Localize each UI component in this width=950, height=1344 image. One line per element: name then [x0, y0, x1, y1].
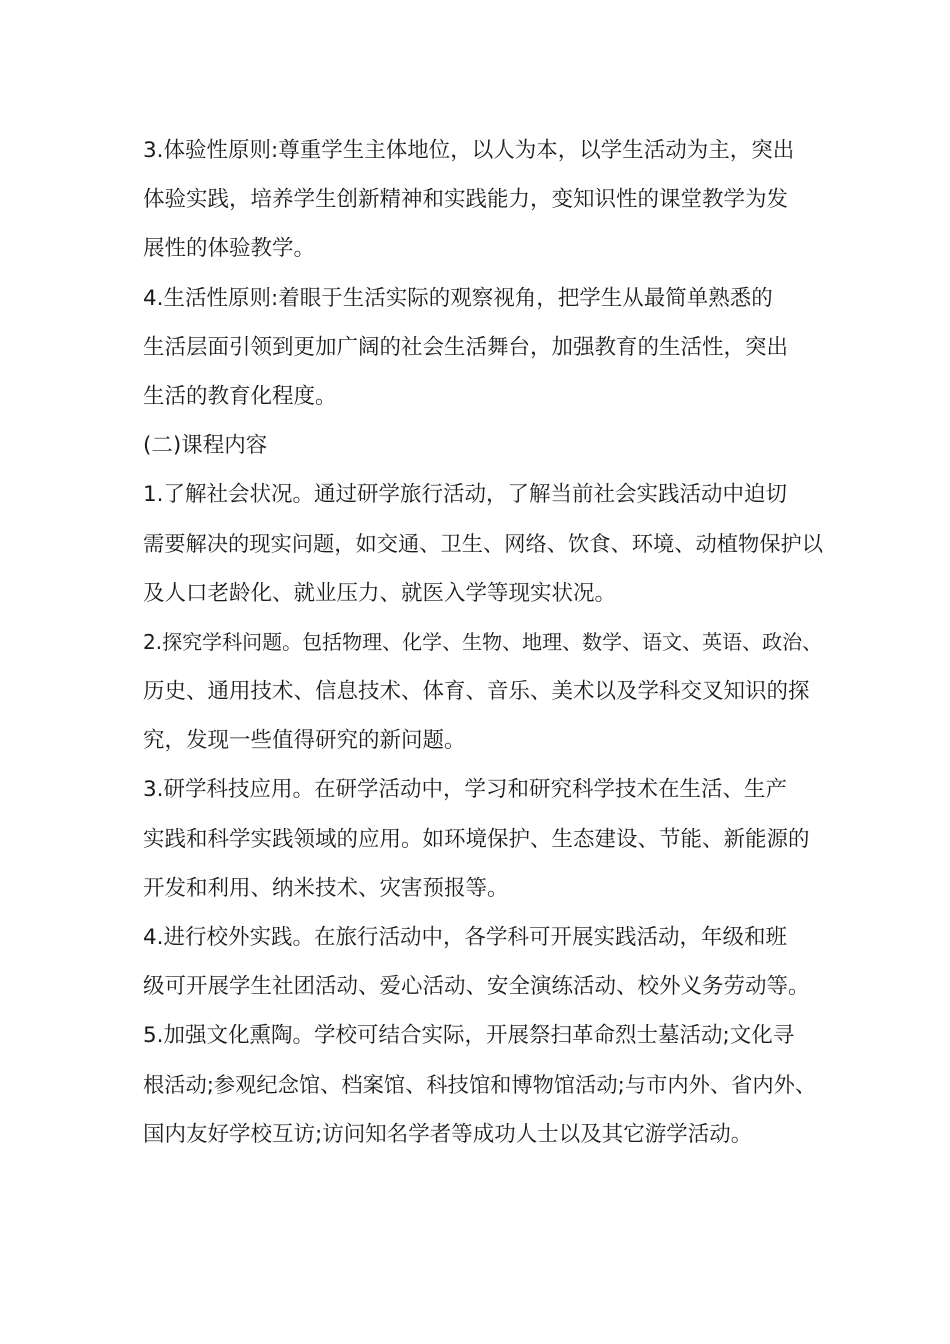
text-line: 国内友好学校互访;访问知名学者等成功人士以及其它游学活动。	[143, 1121, 753, 1147]
text-line: 需要解决的现实问题，如交通、卫生、网络、饮食、环境、动植物保护以	[143, 531, 823, 557]
text-line: 及人口老龄化、就业压力、就医入学等现实状况。	[143, 580, 617, 606]
section-heading: (二)课程内容	[143, 433, 268, 459]
text-line: 2.探究学科问题。包括物理、化学、生物、地理、数学、语文、英语、政治、	[143, 629, 823, 654]
text-line: 展性的体验教学。	[143, 236, 316, 262]
text-line: 开发和利用、纳米技术、灾害预报等。	[143, 875, 509, 901]
text-line: 5.加强文化熏陶。学校可结合实际，开展祭扫革命烈士墓活动;文化寻	[143, 1023, 795, 1049]
text-line: 4.生活性原则:着眼于生活实际的观察视角，把学生从最简单熟悉的	[143, 285, 773, 311]
text-line: 级可开展学生社团活动、爱心活动、安全演练活动、校外义务劳动等。	[143, 974, 810, 1000]
text-line: 历史、通用技术、信息技术、体育、音乐、美术以及学科交叉知识的探	[143, 679, 810, 705]
text-line: 实践和科学实践领域的应用。如环境保护、生态建设、节能、新能源的	[143, 826, 810, 852]
text-line: 3.体验性原则:尊重学生主体地位，以人为本，以学生活动为主，突出	[143, 138, 795, 163]
text-line: 体验实践，培养学生创新精神和实践能力，变知识性的课堂教学为发	[143, 187, 789, 213]
text-line: 1.了解社会状况。通过研学旅行活动，了解当前社会实践活动中迫切	[143, 482, 788, 508]
text-line: 生活层面引领到更加广阔的社会生活舞台，加强教育的生活性，突出	[143, 334, 789, 360]
text-line: 生活的教育化程度。	[143, 383, 337, 409]
text-line: 根活动;参观纪念馆、档案馆、科技馆和博物馆活动;与市内外、省内外、	[143, 1072, 817, 1098]
text-line: 4.进行校外实践。在旅行活动中，各学科可开展实践活动，年级和班	[143, 925, 788, 950]
text-line: 3.研学科技应用。在研学活动中，学习和研究科学技术在生活、生产	[143, 777, 788, 803]
document-body	[143, 126, 823, 1159]
text-line: 究，发现一些值得研究的新问题。	[143, 728, 466, 754]
